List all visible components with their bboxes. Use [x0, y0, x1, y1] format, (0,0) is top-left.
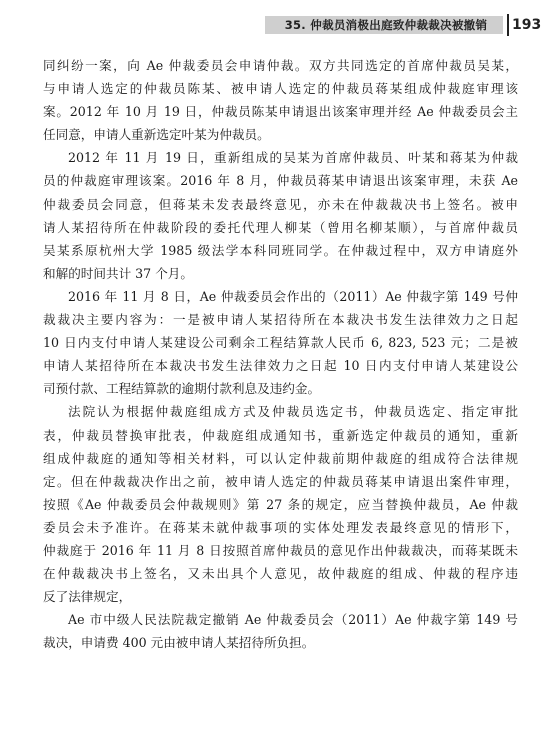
- text-line: 裁决，申请费 400 元由被申请人某招待所负担。: [43, 635, 315, 651]
- text-line: 同纠纷一案，向 Ae 仲裁委员会申请仲裁。双方共同选定的首席仲裁员吴某，: [43, 58, 518, 73]
- text-line: 2012 年 11 月 19 日，重新组成的吴某为首席仲裁员、叶某和蒋某为仲裁: [68, 150, 518, 166]
- text-line: 定。但在仲裁裁决作出之前，被申请人选定的仲裁员蒋某申请退出案件审理，: [43, 473, 518, 489]
- header-divider: [507, 14, 509, 36]
- paragraph-4: [43, 400, 518, 608]
- text-line: 委员会未予准许。在蒋某未就仲裁事项的实体处理发表最终意见的情形下，: [43, 519, 518, 535]
- text-line: 员的仲裁庭审理该案。2016 年 8 月，仲裁员蒋某申请退出该案审理，未获 Ae: [43, 173, 518, 189]
- text-line: 与申请人选定的仲裁员陈某、被申请人选定的仲裁员蒋某组成仲裁庭审理该: [43, 81, 518, 97]
- text-line: 仲裁委员会同意，但蒋某未发表最终意见，亦未在仲裁裁决书上签名。被申: [43, 196, 518, 212]
- text-line: 任同意，申请人重新选定叶某为仲裁员。: [43, 127, 270, 143]
- body-text: [43, 54, 518, 654]
- paragraph-5: [43, 608, 518, 654]
- text-line: 按照《Ae 仲裁委员会仲裁规则》第 27 条的规定，应当替换仲裁员，Ae 仲裁: [43, 496, 518, 512]
- text-line: 反了法律规定，: [43, 589, 132, 605]
- text-line: 和解的时间共计 37 个月。: [43, 265, 193, 281]
- text-line: 请人某招待所在仲裁阶段的委托代理人柳某（曾用名柳某顺），与首席仲裁员: [43, 219, 518, 235]
- text-line: 法院认为根据仲裁庭组成方式及仲裁员选定书，仲裁员选定、指定审批: [68, 404, 518, 420]
- text-line: 吴某系原杭州大学 1985 级法学本科同班同学。在仲裁过程中，双方申请庭外: [43, 242, 518, 258]
- paragraph-2: [43, 146, 518, 285]
- text-line: Ae 市中级人民法院裁定撤销 Ae 仲裁委员会（2011）Ae 仲裁字第 149 号: [68, 612, 518, 628]
- text-line: 2016 年 11 月 8 日，Ae 仲裁委员会作出的（2011）Ae 仲裁字第 149 号仲: [68, 288, 518, 304]
- text-line: 在仲裁裁决书上签名，又未出具个人意见，故仲裁庭的组成、仲裁的程序违: [43, 566, 518, 582]
- text-line: 仲裁庭于 2016 年 11 月 8 日按照首席仲裁员的意见作出仲裁裁决，而蒋某既未: [43, 542, 518, 558]
- text-line: 组成仲裁庭的通知等相关材料，可以认定仲裁前期仲裁庭的组成符合法律规: [43, 450, 518, 466]
- text-line: 裁裁决主要内容为：一是被申请人某招待所在本裁决书发生法律效力之日起: [43, 312, 518, 328]
- text-line: 表，仲裁员替换审批表，仲裁庭组成通知书，重新选定仲裁员的通知，重新: [43, 427, 518, 443]
- text-line: 案。2012 年 10 月 19 日，仲裁员陈某申请退出该案审理并经 Ae 仲裁委员会主: [43, 104, 518, 120]
- paragraph-1: [43, 54, 518, 146]
- text-line: 10 日内支付申请人某建设公司剩余工程结算款人民币 6, 823, 523 元；二是被: [43, 335, 518, 351]
- paragraph-3: [43, 285, 518, 400]
- running-header-title: 35. 仲裁员消极出庭致仲裁裁决被撤销: [284, 18, 488, 32]
- text-line: 司预付款、工程结算款的逾期付款利息及违约金。: [43, 381, 321, 397]
- page-number: 193: [512, 17, 542, 33]
- text-line: 申请人某招待所在本裁决书发生法律效力之日起 10 日内支付申请人某建设公: [43, 358, 518, 374]
